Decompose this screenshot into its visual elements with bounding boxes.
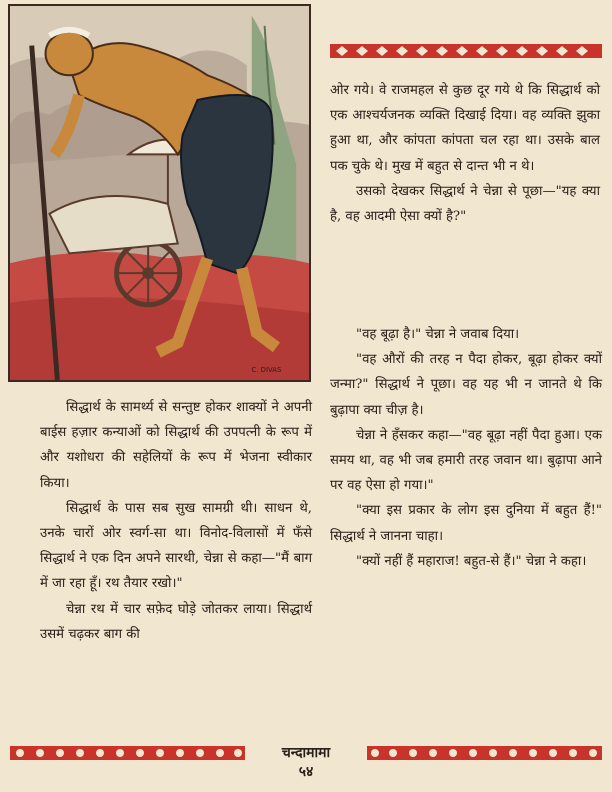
right-column-top <box>330 78 600 229</box>
paragraph: "क्यों नहीं हैं महाराज! बहुत-से हैं।" चेन्ना ने कहा। <box>356 553 587 569</box>
right-column-bottom <box>330 322 602 574</box>
left-column-bottom <box>40 395 312 647</box>
paragraph: सिद्धार्थ के सामर्थ्य से सन्तुष्ट होकर शाक्यों ने अपनी बाईस हज़ार कन्याओं को सिद्धार्थ की उपपत्नी के रूप में और यशोधरा की सहेलियों के रूप में भेजना स्वीकार किया। <box>40 400 312 491</box>
paragraph: सिद्धार्थ के पास सब सुख सामग्री थी। साधन थे, उनके चारों ओर स्वर्ग-सा था। विनोद-विलासों में फँसे सिद्धार्थ ने एक दिन अपने सारथी, चेन्ना से कहा—"मैं बाग में जा रहा हूँ। रथ तैयार रखो।" <box>40 500 312 592</box>
page-number: ५४ <box>298 764 314 780</box>
old-man-with-staff-illustration <box>10 6 309 380</box>
paragraph: उसको देखकर सिद्धार्थ ने चेन्ना से पूछा—"यह क्या है, वह आदमी ऐसा क्यों है?" <box>330 183 600 225</box>
paragraph: "क्या इस प्रकार के लोग इस दुनिया में बहुत हैं!" सिद्धार्थ ने जानना चाहा। <box>330 503 602 544</box>
story-illustration <box>8 4 311 382</box>
paragraph: चेन्ना ने हँसकर कहा—"वह बूढ़ा नहीं पैदा हुआ। एक समय था, वह भी जब हमारी तरह जवान था। बुढ़ापा आने पर वह ऐसा हो गया।" <box>330 427 602 494</box>
paragraph: ओर गये। वे राजमहल से कुछ दूर गये थे कि सिद्धार्थ को एक आश्चर्यजनक व्यक्ति दिखाई दिया। वह व्यक्ति झुका हुआ था, और कांपता कांपता चल रहा था। उसके बाल पक चुके थे। मुख में बहुत से दान्त भी न थे। <box>330 83 600 174</box>
ornament-border-top <box>330 44 602 58</box>
paragraph: चेन्ना रथ में चार सफ़ेद घोड़े जोतकर लाया। सिद्धार्थ उसमें चढ़कर बाग की <box>40 601 312 642</box>
magazine-title: चन्दामामा <box>281 745 331 761</box>
paragraph: "वह बूढ़ा है।" चेन्ना ने जवाब दिया। <box>356 327 520 342</box>
paragraph: "वह औरों की तरह न पैदा होकर, बूढ़ा होकर क्यों जन्मा?" सिद्धार्थ ने पूछा। वह यह भी न जानते थे कि बुढ़ापा क्या चीज़ है। <box>330 352 602 418</box>
artist-signature: C. DIVAS <box>251 366 282 375</box>
